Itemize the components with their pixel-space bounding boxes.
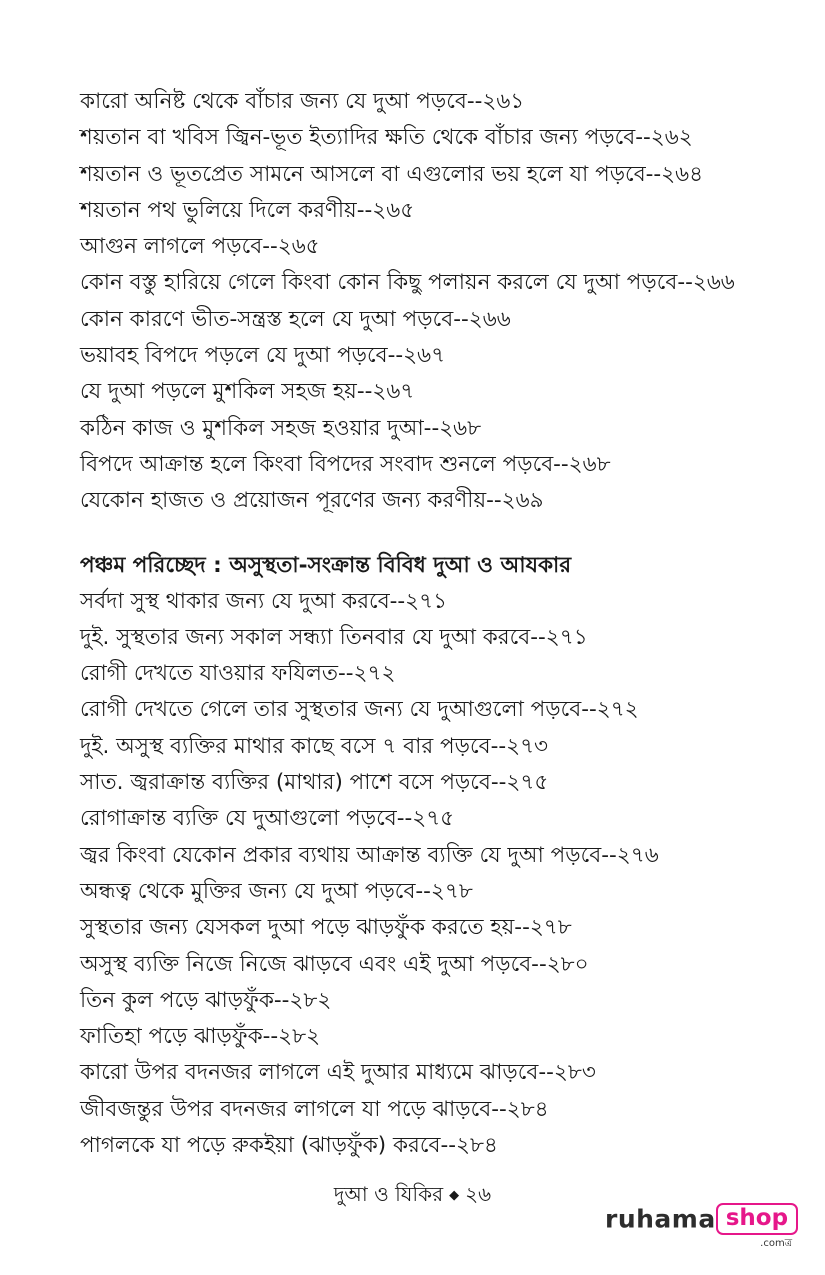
toc-entry: কঠিন কাজ ও মুশকিল সহজ হওয়ার দুআ--২৬৮ (80, 415, 482, 441)
toc-entry: কোন কারণে ভীত-সন্ত্রস্ত হলে যে দুআ পড়বে--২৬৬ (80, 306, 511, 332)
ruhamashop-logo (605, 1203, 798, 1249)
toc-entry: যেকোন হাজত ও প্রয়োজন পূরণের জন্য করণীয়--২৬৯ (80, 488, 544, 514)
toc-entry: রোগাক্রান্ত ব্যক্তি যে দুআগুলো পড়বে--২৭৫ (80, 806, 455, 832)
logo-text-shop: shop (716, 1203, 798, 1235)
page-number: ২৬ (465, 1182, 492, 1206)
section-gap (80, 520, 780, 548)
toc-entry: সর্বদা সুস্থ থাকার জন্য যে দুআ করবে--২৭১ (80, 588, 448, 614)
logo-text-ruhama: ruhama (605, 1204, 716, 1234)
toc-entry: পাগলকে যা পড়ে রুকইয়া (ঝাড়ফুঁক) করবে--২৮৪ (80, 1133, 498, 1159)
toc-entry: ভয়াবহ বিপদে পড়লে যে দুআ পড়বে--২৬৭ (80, 343, 446, 369)
logo-text-suffix: .comত্র (760, 1238, 793, 1249)
toc-entry: কারো উপর বদনজর লাগলে এই দুআর মাধ্যমে ঝাড়বে--২৮৩ (80, 1060, 596, 1086)
book-title: দুআ ও যিকির (333, 1182, 444, 1206)
toc-entry: সাত. জ্বরাক্রান্ত ব্যক্তির (মাথার) পাশে বসে পড়বে--২৭৫ (80, 770, 549, 796)
toc-entry: আগুন লাগলে পড়বে--২৬৫ (80, 234, 320, 260)
toc-entry: জীবজন্তুর উপর বদনজর লাগলে যা পড়ে ঝাড়বে--২৮৪ (80, 1096, 549, 1122)
toc-entry: রোগী দেখতে গেলে তার সুস্থতার জন্য যে দুআগুলো পড়বে--২৭২ (80, 697, 639, 723)
toc-entry: কোন বস্তু হারিয়ে গেলে কিংবা কোন কিছু পলায়ন করলে যে দুআ পড়বে--২৬৬ (80, 270, 735, 296)
toc-list-before (80, 84, 780, 520)
toc-entry: কারো অনিষ্ট থেকে বাঁচার জন্য যে দুআ পড়বে--২৬১ (80, 89, 525, 114)
toc-page (80, 84, 780, 1164)
toc-entry: রোগী দেখতে যাওয়ার ফযিলত--২৭২ (80, 661, 396, 687)
toc-entry: দুই. সুস্থতার জন্য সকাল সন্ধ্যা তিনবার যে দুআ করবে--২৭১ (80, 624, 588, 650)
toc-entry: অসুস্থ ব্যক্তি নিজে নিজে ঝাড়বে এবং এই দুআ পড়বে--২৮০ (80, 951, 589, 977)
toc-entry: শয়তান পথ ভুলিয়ে দিলে করণীয়--২৬৫ (80, 197, 415, 223)
toc-entry: সুস্থতার জন্য যেসকল দুআ পড়ে ঝাড়ফুঁক করতে হয়--২৭৮ (80, 915, 572, 941)
toc-entry: তিন কুল পড়ে ঝাড়ফুঁক--২৮২ (80, 987, 332, 1013)
diamond-separator-icon: ◆ (449, 1188, 460, 1203)
toc-entry: বিপদে আক্রান্ত হলে কিংবা বিপদের সংবাদ শুনলে পড়বে--২৬৮ (80, 451, 611, 477)
toc-entry: জ্বর কিংবা যেকোন প্রকার ব্যথায় আক্রান্ত ব্যক্তি যে দুআ পড়বে--২৭৬ (80, 842, 659, 868)
toc-entry: অন্ধত্ব থেকে মুক্তির জন্য যে দুআ পড়বে--২৭৮ (80, 878, 473, 904)
toc-list-after (80, 584, 780, 1165)
toc-entry: দুই. অসুস্থ ব্যক্তির মাথার কাছে বসে ৭ বার পড়বে--২৭৩ (80, 733, 549, 759)
toc-entry: যে দুআ পড়লে মুশকিল সহজ হয়--২৬৭ (80, 379, 415, 405)
toc-entry: শয়তান ও ভূতপ্রেত সামনে আসলে বা এগুলোর ভয় হলে যা পড়বে--২৬৪ (80, 161, 704, 187)
section-heading: পঞ্চম পরিচ্ছেদ : অসুস্থতা-সংক্রান্ত বিবিধ দুআ ও আযকার (80, 552, 572, 578)
toc-entry: শয়তান বা খবিস জ্বিন-ভূত ইত্যাদির ক্ষতি থেকে বাঁচার জন্য পড়বে--২৬২ (80, 125, 693, 151)
toc-entry: ফাতিহা পড়ে ঝাড়ফুঁক--২৮২ (80, 1024, 321, 1050)
